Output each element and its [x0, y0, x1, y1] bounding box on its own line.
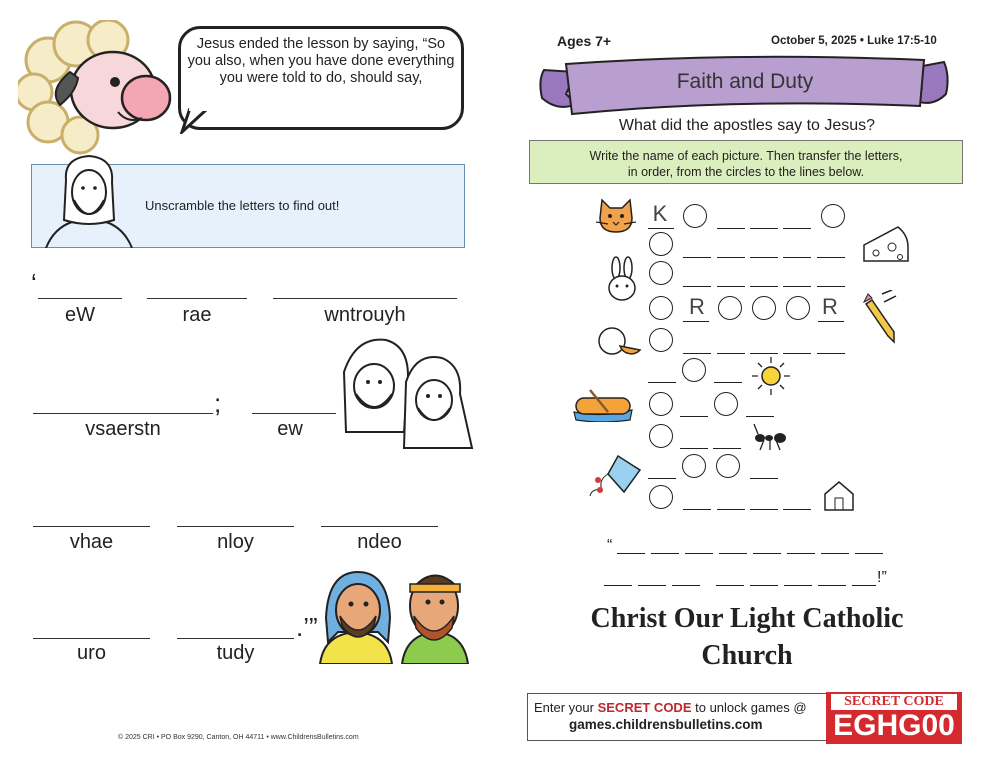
house-icon: [823, 480, 855, 512]
picture-letter-line[interactable]: [750, 478, 778, 479]
answer-letter-line[interactable]: [852, 585, 876, 586]
answer-blank[interactable]: [273, 298, 457, 299]
picture-letter-line[interactable]: [783, 228, 811, 229]
picture-letter-line[interactable]: [648, 382, 676, 383]
picture-letter-line[interactable]: [750, 353, 778, 354]
code-prompt-pre: Enter your: [534, 700, 598, 715]
answer-blank[interactable]: [33, 413, 213, 414]
instructions-text: [533, 148, 959, 180]
answer-blank[interactable]: [321, 526, 438, 527]
scrambled-word: ew: [277, 418, 303, 440]
sun-icon: [750, 355, 792, 397]
picture-letter-line[interactable]: [750, 228, 778, 229]
letter-circle[interactable]: [649, 328, 673, 352]
answer-letter-line[interactable]: [604, 585, 632, 586]
picture-letter-line[interactable]: [717, 257, 745, 258]
picture-letter-line[interactable]: [746, 416, 774, 417]
picture-letter-line[interactable]: [717, 353, 745, 354]
picture-letter-line[interactable]: [683, 286, 711, 287]
scrambled-word: rae: [182, 304, 212, 326]
answer-blank[interactable]: [33, 526, 150, 527]
scrambled-word: vhae: [69, 531, 114, 553]
picture-letter-line[interactable]: [648, 478, 676, 479]
answer-blank[interactable]: [147, 298, 247, 299]
picture-letter-line[interactable]: [648, 228, 674, 229]
letter-circle[interactable]: [649, 261, 673, 285]
given-letter: K: [652, 201, 668, 226]
orange-icon: [598, 326, 642, 358]
letter-circle[interactable]: [649, 232, 673, 256]
answer-letter-line[interactable]: [821, 553, 849, 554]
apostles-icon: [334, 332, 476, 450]
answer-letter-line[interactable]: [787, 553, 815, 554]
picture-letter-line[interactable]: [680, 416, 708, 417]
picture-letter-line[interactable]: [783, 509, 811, 510]
answer-letter-line[interactable]: [719, 553, 747, 554]
letter-circle[interactable]: [718, 296, 742, 320]
picture-letter-line[interactable]: [683, 257, 711, 258]
answer-blank[interactable]: [33, 638, 150, 639]
banner-title: Faith and Duty: [676, 70, 814, 93]
ant-icon: [752, 422, 788, 452]
date-reference: October 5, 2025 • Luke 17:5-10: [771, 35, 937, 47]
scrambled-word: uro: [77, 642, 106, 664]
picture-letter-line[interactable]: [683, 321, 709, 322]
raft-icon: [572, 388, 634, 422]
scrambled-word: wntrouyh: [324, 304, 406, 326]
letter-circle[interactable]: [649, 424, 673, 448]
picture-letter-line[interactable]: [717, 286, 745, 287]
picture-letter-line[interactable]: [818, 321, 844, 322]
scrambled-word: tudy: [216, 642, 255, 664]
picture-letter-line[interactable]: [750, 509, 778, 510]
age-label: Ages 7+: [557, 33, 612, 49]
code-prompt-highlight: SECRET CODE: [597, 700, 692, 715]
letter-circle[interactable]: [683, 204, 707, 228]
letter-circle[interactable]: [716, 454, 740, 478]
smiling-men-icon: [318, 562, 470, 664]
picture-letter-line[interactable]: [717, 228, 745, 229]
church-name-line: Church: [701, 640, 793, 671]
picture-letter-line[interactable]: [713, 448, 741, 449]
answer-blank[interactable]: [177, 526, 294, 527]
picture-letter-line[interactable]: [750, 286, 778, 287]
answer-letter-line[interactable]: [750, 585, 778, 586]
letter-circle[interactable]: [649, 392, 673, 416]
sheep-icon: [18, 20, 178, 155]
picture-letter-line[interactable]: [750, 257, 778, 258]
letter-circle[interactable]: [682, 358, 706, 382]
scrambled-word: eW: [65, 304, 95, 326]
speech-bubble-tail: [180, 108, 210, 134]
games-website-link[interactable]: games.childrensbulletins.com: [569, 717, 763, 732]
picture-letter-line[interactable]: [714, 382, 742, 383]
picture-letter-line[interactable]: [817, 286, 845, 287]
picture-letter-line[interactable]: [683, 509, 711, 510]
instruction-text: Unscramble the letters to find out!: [145, 198, 340, 213]
scrambled-word: nloy: [217, 531, 254, 553]
copyright-footer: © 2025 CRI • PO Box 9290, Canton, OH 44711 • www.ChildrensBulletins.com: [118, 734, 359, 741]
semicolon: ;: [214, 388, 222, 418]
answer-letter-line[interactable]: [818, 585, 846, 586]
secret-code-value: EGHG00: [833, 709, 955, 742]
picture-letter-line[interactable]: [783, 257, 811, 258]
picture-letter-line[interactable]: [680, 448, 708, 449]
picture-letter-line[interactable]: [783, 353, 811, 354]
rabbit-icon: [602, 256, 642, 302]
answer-letter-line[interactable]: [685, 553, 713, 554]
church-name: [530, 600, 964, 674]
jesus-face-icon: [44, 150, 134, 248]
letter-circle[interactable]: [649, 485, 673, 509]
pencil-icon: [860, 290, 902, 344]
instructions-line: Write the name of each picture. Then transfer the letters,: [589, 149, 903, 163]
closing-mark: .’”: [296, 612, 318, 642]
scrambled-word: ndeo: [357, 531, 402, 553]
answer-letter-line[interactable]: [638, 585, 666, 586]
picture-letter-line[interactable]: [683, 353, 711, 354]
letter-circle[interactable]: [821, 204, 845, 228]
picture-letter-line[interactable]: [783, 286, 811, 287]
answer-blank[interactable]: [252, 413, 336, 414]
stamp-label: SECRET CODE: [831, 694, 957, 710]
answer-letter-line[interactable]: [716, 585, 744, 586]
letter-circle[interactable]: [714, 392, 738, 416]
picture-letter-line[interactable]: [717, 509, 745, 510]
answer-open-quote: “: [607, 537, 613, 554]
answer-blank[interactable]: [38, 298, 122, 299]
cat-icon: [596, 196, 636, 234]
given-letter: R: [689, 294, 705, 319]
letter-circle[interactable]: [682, 454, 706, 478]
letter-circle[interactable]: [786, 296, 810, 320]
instructions-line: in order, from the circles to the lines below.: [627, 165, 865, 179]
secret-code-prompt: [534, 700, 807, 715]
letter-circle[interactable]: [649, 296, 673, 320]
code-prompt-post: to unlock games @: [691, 700, 807, 715]
opening-quote: ‘: [31, 268, 37, 298]
answer-blank[interactable]: [177, 638, 294, 639]
scrambled-word: vsaerstn: [85, 418, 161, 440]
answer-letter-line[interactable]: [651, 553, 679, 554]
answer-letter-line[interactable]: [855, 553, 883, 554]
answer-letter-line[interactable]: [753, 553, 781, 554]
letter-circle[interactable]: [752, 296, 776, 320]
puzzle-question: What did the apostles say to Jesus?: [618, 117, 876, 134]
answer-close-quote: !”: [877, 569, 887, 586]
picture-letter-line[interactable]: [817, 257, 845, 258]
picture-letter-line[interactable]: [817, 353, 845, 354]
kite-icon: [588, 452, 644, 498]
answer-letter-line[interactable]: [672, 585, 700, 586]
answer-letter-line[interactable]: [617, 553, 645, 554]
church-name-line: Christ Our Light Catholic: [590, 603, 904, 634]
cheese-icon: [862, 225, 910, 265]
answer-letter-line[interactable]: [784, 585, 812, 586]
given-letter: R: [822, 294, 838, 319]
speech-bubble-text: Jesus ended the lesson by saying, “So you also, when you have done everything you were told to do, should say,: [187, 36, 455, 86]
